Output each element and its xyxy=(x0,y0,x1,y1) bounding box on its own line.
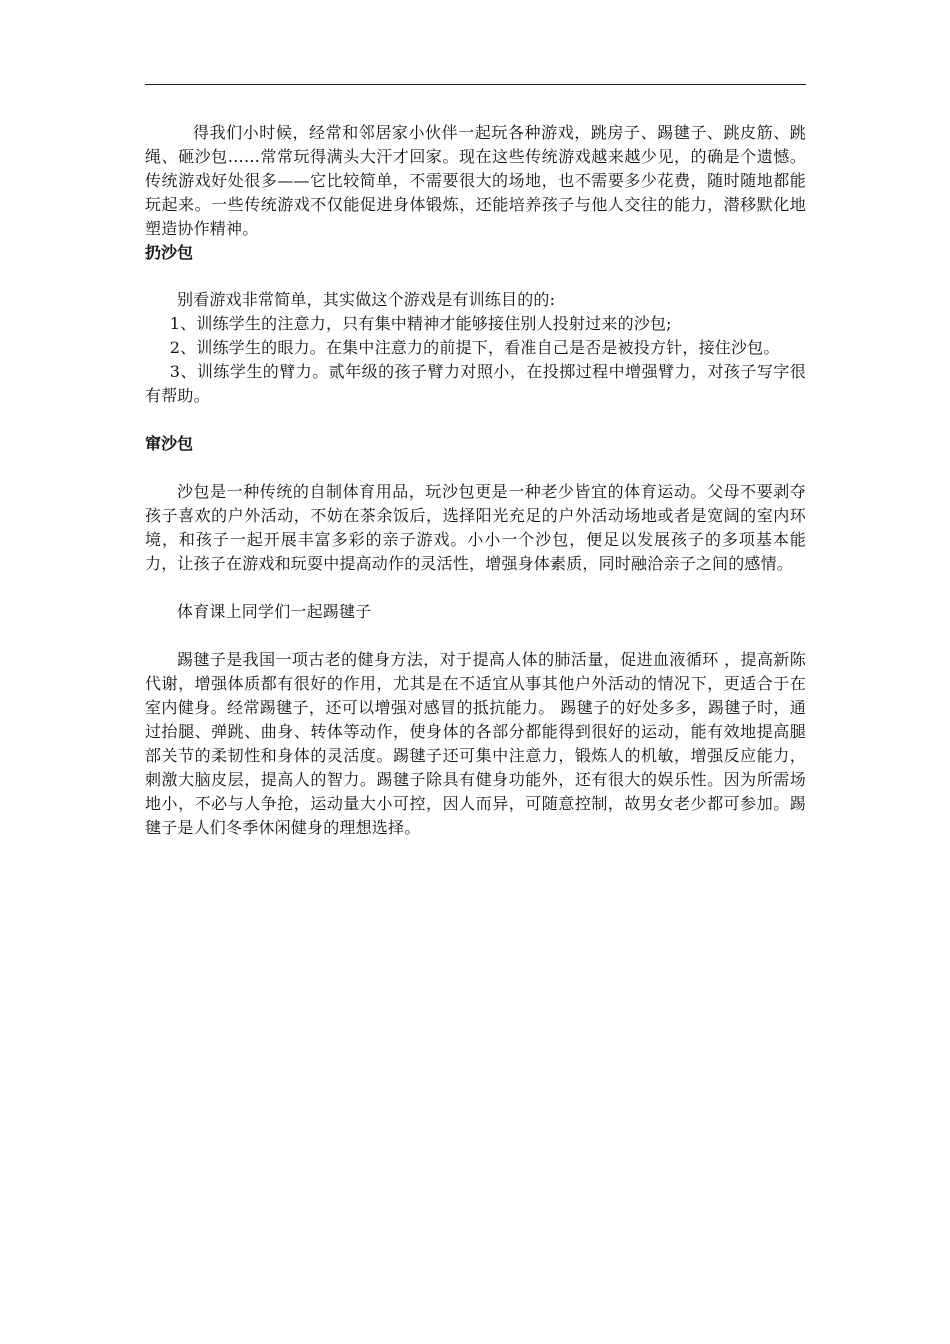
section-heading-throw-sandbag: 扔沙包 xyxy=(145,243,194,262)
section2-body: 沙包是一种传统的自制体育用品，玩沙包更是一种老少皆宜的体育运动。父母不要剥夺孩子喜欢的户外活动，不妨在茶余饭后，选择阳光充足的户外活动场地或者是宽阔的室内环境，和孩子一起开展丰富多彩的亲子游戏。小小一个沙包，便足以发展孩子的多项基本能力，让孩子在游戏和玩耍中提高动作的灵活性，增强身体素质，同时融洽亲子之间的感情。 xyxy=(145,482,806,573)
list-item: 1、训练学生的注意力，只有集中精神才能够接住别人投射过来的沙包; xyxy=(169,314,672,333)
spacer xyxy=(145,265,806,288)
image-caption: 体育课上同学们一起踢毽子 xyxy=(177,602,372,621)
section1-lead: 别看游戏非常简单，其实做这个游戏是有训练目的的: xyxy=(177,290,556,309)
list-item: 2、训练学生的眼力。在集中注意力的前提下，看准自己是否是被投方针，接住沙包。 xyxy=(169,338,780,357)
document-body xyxy=(145,121,806,840)
spacer xyxy=(145,624,806,648)
shuttlecock-paragraph: 踢毽子是我国一项古老的健身方法，对于提高人体的肺活量，促进血液循环 ，提高新陈代谢，增强体质都有很好的作用，尤其是在不适宜从事其他户外活动的情况下，更适合于在室内健身。经常踢毽子，还可以增强对感冒的抵抗能力。 踢毽子的好处多多，踢毽子时，通过抬腿、弹跳、曲身、转体等动作，使身体的各部分都能得到很好的运动，能有效地提高腿部关节的柔韧性和身体的灵活度。踢毽子还可集中注意力，锻炼人的机敏，增强反应能力，刺激大脑皮层，提高人的智力。踢毽子除具有健身功能外，还有很大的娱乐性。因为所需场地小，不必与人争抢，运动量大小可控，因人而异，可随意控制，故男女老少都可参加。踢毽子是人们冬季休闲健身的理想选择。 xyxy=(145,650,806,837)
intro-paragraph: 得我们小时候，经常和邻居家小伙伴一起玩各种游戏，跳房子、踢毽子、跳皮筋、跳绳、砸沙包……常常玩得满头大汗才回家。现在这些传统游戏越来越少见，的确是个遗憾。传统游戏好处很多——它比较简单，不需要很大的场地，也不需要多少花费，随时随地都能玩起来。一些传统游戏不仅能促进身体锻炼，还能培养孩子与他人交往的能力，潜移默化地塑造协作精神。 xyxy=(145,123,806,238)
spacer xyxy=(145,576,806,600)
list-item: 3、训练学生的臂力。贰年级的孩子臂力对照小，在投掷过程中增强臂力，对孩子写字很有帮助。 xyxy=(145,362,806,405)
section-heading-sandbag: 窜沙包 xyxy=(145,434,194,453)
header-rule xyxy=(145,84,806,85)
spacer xyxy=(145,408,806,432)
spacer xyxy=(145,456,806,480)
